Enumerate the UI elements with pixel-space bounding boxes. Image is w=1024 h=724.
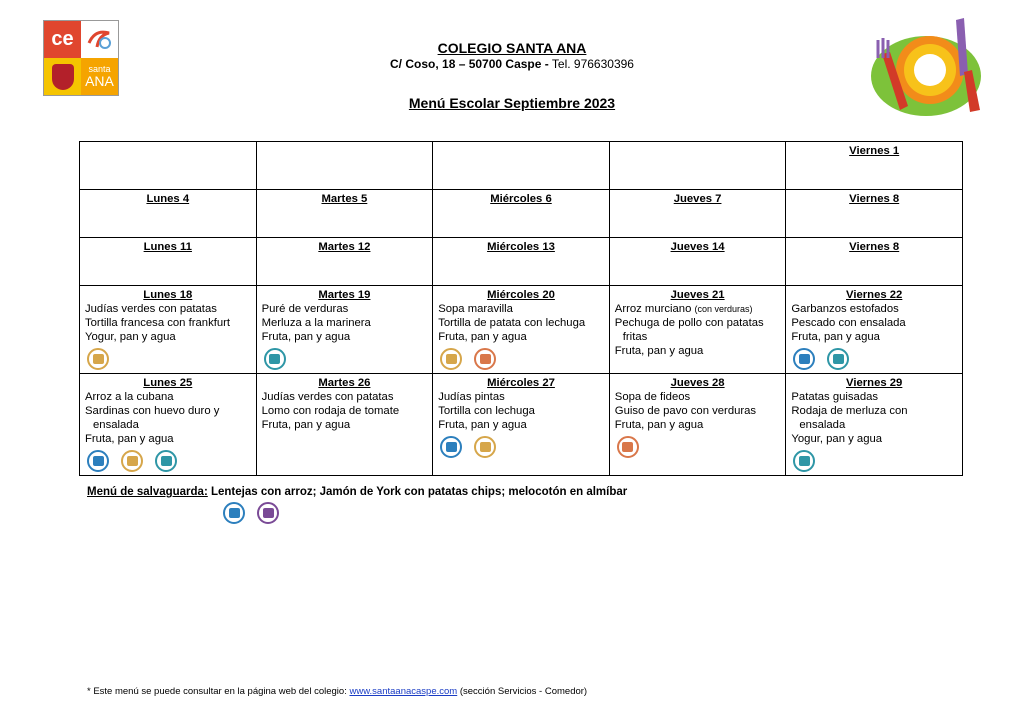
menu-dish bbox=[85, 330, 251, 344]
day-heading: Lunes 25 bbox=[143, 377, 193, 389]
dish-text: Fruta, pan y agua bbox=[261, 419, 351, 431]
blue-allergen-icon bbox=[793, 348, 815, 370]
allergen-icons bbox=[87, 450, 251, 472]
week-row bbox=[80, 286, 963, 374]
day-heading: Lunes 11 bbox=[143, 241, 192, 253]
day-cell bbox=[433, 374, 610, 476]
school-name: COLEGIO SANTA ANA bbox=[437, 40, 587, 56]
day-heading: Martes 26 bbox=[318, 377, 371, 389]
menu-dish bbox=[438, 390, 604, 404]
dish-text: Arroz a la cubana bbox=[85, 391, 174, 403]
dish-text: fritas bbox=[622, 331, 648, 343]
plate-cutlery-icon bbox=[864, 14, 994, 120]
day-cell bbox=[256, 142, 433, 190]
menu-dish bbox=[791, 316, 957, 330]
day-cell bbox=[433, 190, 610, 238]
day-heading: Viernes 22 bbox=[846, 289, 903, 301]
gold-allergen-icon bbox=[440, 348, 462, 370]
day-heading: Lunes 18 bbox=[143, 289, 193, 301]
menu-dish bbox=[615, 344, 781, 358]
menu-dish bbox=[791, 418, 957, 432]
day-cell bbox=[433, 238, 610, 286]
menu-dish bbox=[791, 432, 957, 446]
website-link[interactable]: www.santaanacaspe.com bbox=[349, 686, 458, 697]
week-row bbox=[80, 190, 963, 238]
dish-text: Lomo con rodaja de tomate bbox=[261, 405, 400, 417]
teal-allergen-icon bbox=[793, 450, 815, 472]
dish-text: Sardinas con huevo duro y bbox=[85, 405, 220, 417]
dish-text: Sopa maravilla bbox=[438, 303, 513, 315]
logo-santa: santa bbox=[88, 64, 111, 74]
week-row bbox=[80, 374, 963, 476]
gold-allergen-icon bbox=[87, 348, 109, 370]
day-cell bbox=[609, 190, 786, 238]
orange-allergen-icon bbox=[617, 436, 639, 458]
day-cell bbox=[80, 142, 257, 190]
day-heading: Jueves 28 bbox=[670, 377, 725, 389]
menu-dish bbox=[262, 302, 428, 316]
dish-text: Merluza a la marinera bbox=[261, 317, 371, 329]
dish-text: ensalada bbox=[93, 419, 139, 431]
dish-text: Fruta, pan y agua bbox=[438, 331, 527, 343]
dish-text: Fruta, pan y agua bbox=[85, 433, 174, 445]
menu-dish bbox=[438, 404, 604, 418]
day-cell bbox=[786, 238, 963, 286]
menu-dish bbox=[615, 418, 781, 432]
day-cell bbox=[786, 190, 963, 238]
dish-text: Judías verdes con patatas bbox=[261, 391, 394, 403]
safeguard-menu bbox=[87, 486, 627, 498]
dish-note: (con verduras) bbox=[694, 304, 753, 314]
allergen-icons bbox=[87, 348, 251, 370]
week-row bbox=[80, 142, 963, 190]
footer-suffix: (sección Servicios - Comedor) bbox=[457, 686, 588, 697]
logo-ana: ANA bbox=[85, 73, 114, 89]
teal-allergen-icon bbox=[827, 348, 849, 370]
day-heading: Jueves 14 bbox=[670, 241, 725, 253]
safeguard-icons bbox=[223, 502, 279, 524]
dish-text: Yogur, pan y agua bbox=[791, 433, 883, 445]
dish-text: Judías pintas bbox=[438, 391, 505, 403]
day-cell bbox=[609, 142, 786, 190]
menu-dish bbox=[262, 330, 428, 344]
day-cell bbox=[256, 374, 433, 476]
day-cell bbox=[786, 142, 963, 190]
menu-dish bbox=[615, 404, 781, 418]
footer-prefix: * Este menú se puede consultar en la página web del colegio: bbox=[87, 686, 350, 697]
menu-dish bbox=[438, 316, 604, 330]
blue-allergen-icon bbox=[440, 436, 462, 458]
dish-text: Fruta, pan y agua bbox=[261, 331, 351, 343]
blue-allergen-icon bbox=[87, 450, 109, 472]
dish-text: Tortilla de patata con lechuga bbox=[438, 317, 586, 329]
address-text: C/ Coso, 18 – 50700 Caspe - bbox=[390, 57, 549, 71]
dish-text: Tortilla francesa con frankfurt bbox=[85, 317, 231, 329]
day-cell bbox=[786, 374, 963, 476]
dish-text: Fruta, pan y agua bbox=[791, 331, 880, 343]
dish-text: Guiso de pavo con verduras bbox=[614, 405, 757, 417]
allergen-icons bbox=[440, 436, 604, 458]
menu-title: Menú Escolar Septiembre 2023 bbox=[408, 95, 616, 111]
day-cell bbox=[433, 286, 610, 374]
day-heading: Miércoles 20 bbox=[487, 289, 555, 301]
day-heading: Jueves 7 bbox=[673, 193, 722, 205]
phone-text: Tel. 976630396 bbox=[551, 57, 634, 71]
day-heading: Lunes 4 bbox=[146, 193, 190, 205]
menu-dish bbox=[615, 330, 781, 344]
day-cell bbox=[80, 286, 257, 374]
menu-dish bbox=[85, 404, 251, 418]
menu-dish bbox=[262, 316, 428, 330]
dish-text: Arroz murciano bbox=[614, 303, 695, 315]
allergen-icons bbox=[264, 348, 428, 370]
menu-dish bbox=[85, 432, 251, 446]
menu-dish bbox=[262, 418, 428, 432]
menu-dish bbox=[262, 390, 428, 404]
dish-text: ensalada bbox=[799, 419, 846, 431]
day-heading: Miércoles 27 bbox=[487, 377, 555, 389]
allergen-icons bbox=[440, 348, 604, 370]
day-heading: Martes 5 bbox=[321, 193, 368, 205]
menu-dish bbox=[615, 390, 781, 404]
day-heading: Jueves 21 bbox=[670, 289, 725, 301]
logo-ce: ce bbox=[44, 21, 81, 58]
day-cell bbox=[256, 286, 433, 374]
day-heading: Miércoles 13 bbox=[487, 241, 555, 253]
menu-dish bbox=[262, 404, 428, 418]
teal-allergen-icon bbox=[155, 450, 177, 472]
footer-note bbox=[87, 686, 587, 697]
menu-dish bbox=[615, 302, 781, 316]
menu-dish bbox=[85, 302, 251, 316]
day-cell bbox=[80, 190, 257, 238]
day-cell bbox=[609, 286, 786, 374]
menu-dish bbox=[438, 302, 604, 316]
dish-text: Judías verdes con patatas bbox=[85, 303, 217, 315]
dish-text: Yogur, pan y agua bbox=[85, 331, 176, 343]
dish-text: Fruta, pan y agua bbox=[614, 419, 704, 431]
purple-allergen-icon bbox=[257, 502, 279, 524]
menu-dish bbox=[85, 418, 251, 432]
day-cell bbox=[256, 190, 433, 238]
dish-text: Puré de verduras bbox=[261, 303, 349, 315]
dish-text: Sopa de fideos bbox=[614, 391, 691, 403]
menu-dish bbox=[438, 330, 604, 344]
day-cell bbox=[609, 374, 786, 476]
menu-dish bbox=[791, 390, 957, 404]
blue-allergen-icon bbox=[223, 502, 245, 524]
day-heading: Martes 12 bbox=[318, 241, 371, 253]
orange-allergen-icon bbox=[474, 348, 496, 370]
dish-text: Pescado con ensalada bbox=[791, 317, 906, 329]
weekly-menu-table bbox=[79, 141, 963, 476]
allergen-icons bbox=[617, 436, 781, 458]
gold-allergen-icon bbox=[474, 436, 496, 458]
menu-dish bbox=[791, 404, 957, 418]
dish-text: Rodaja de merluza con bbox=[791, 405, 908, 417]
menu-dish bbox=[791, 330, 957, 344]
dish-text: Pechuga de pollo con patatas bbox=[614, 317, 764, 329]
allergen-icons bbox=[793, 450, 957, 472]
day-heading: Miércoles 6 bbox=[490, 193, 552, 205]
menu-dish bbox=[85, 390, 251, 404]
day-heading: Viernes 8 bbox=[849, 241, 900, 253]
dish-text: Garbanzos estofados bbox=[791, 303, 899, 315]
dish-text: Fruta, pan y agua bbox=[614, 345, 704, 357]
menu-dish bbox=[615, 316, 781, 330]
week-row bbox=[80, 238, 963, 286]
menu-dish bbox=[791, 302, 957, 316]
safeguard-label: Menú de salvaguarda: bbox=[87, 486, 208, 498]
day-heading: Martes 19 bbox=[318, 289, 371, 301]
gold-allergen-icon bbox=[121, 450, 143, 472]
day-heading: Viernes 1 bbox=[849, 145, 900, 157]
day-heading: Viernes 8 bbox=[849, 193, 900, 205]
day-cell bbox=[256, 238, 433, 286]
safeguard-text: Lentejas con arroz; Jamón de York con patatas chips; melocotón en almíbar bbox=[207, 486, 628, 498]
menu-dish bbox=[85, 316, 251, 330]
menu-dish bbox=[438, 418, 604, 432]
day-cell bbox=[80, 374, 257, 476]
day-cell bbox=[609, 238, 786, 286]
day-cell bbox=[80, 238, 257, 286]
teal-allergen-icon bbox=[264, 348, 286, 370]
dish-text: Tortilla con lechuga bbox=[438, 405, 535, 417]
dish-text: Patatas guisadas bbox=[791, 391, 879, 403]
day-heading: Viernes 29 bbox=[846, 377, 903, 389]
day-cell bbox=[786, 286, 963, 374]
dish-text: Fruta, pan y agua bbox=[438, 419, 527, 431]
day-cell bbox=[433, 142, 610, 190]
allergen-icons bbox=[793, 348, 957, 370]
